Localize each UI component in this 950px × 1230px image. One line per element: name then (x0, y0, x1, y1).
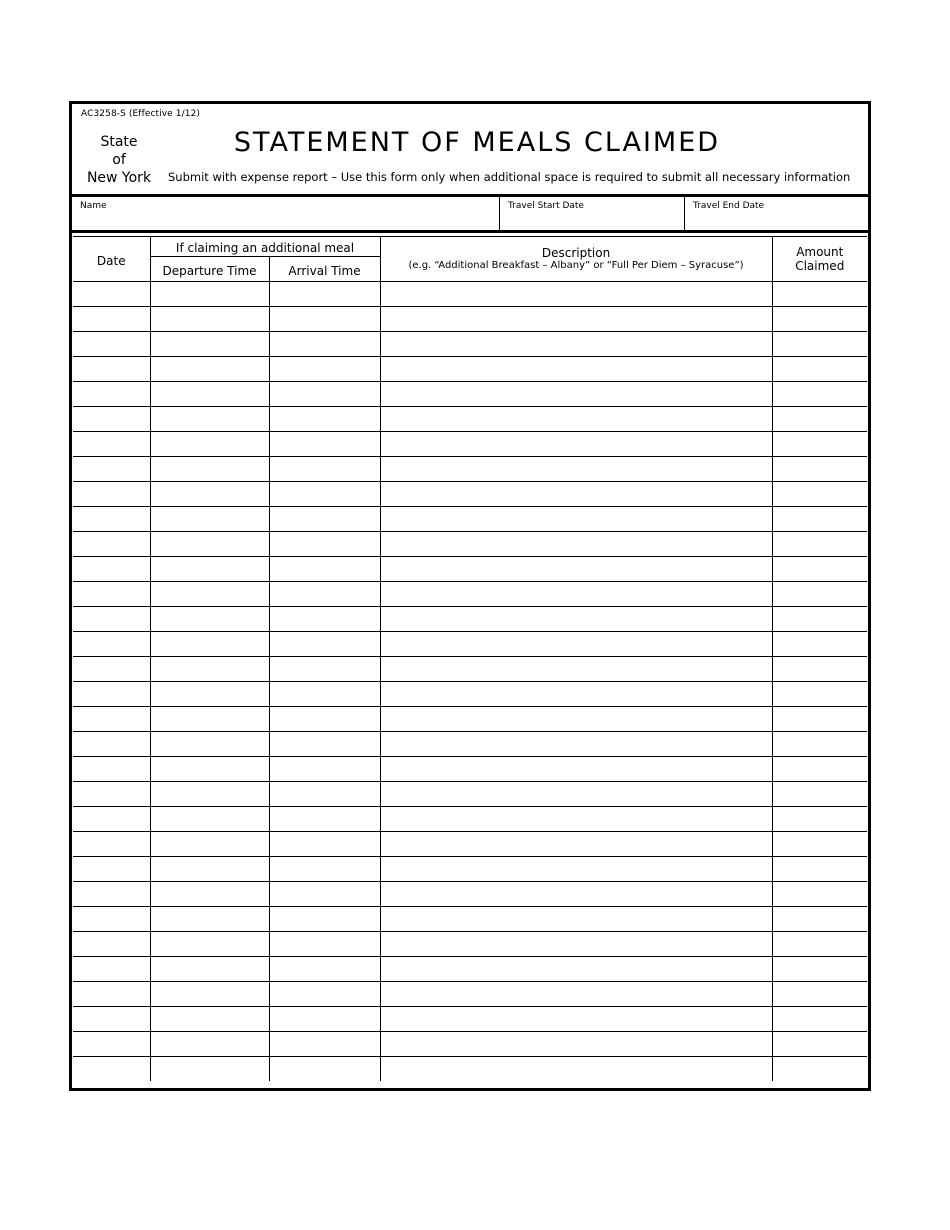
description-cell[interactable] (380, 432, 772, 457)
date-cell[interactable] (73, 757, 150, 782)
divider (72, 230, 868, 233)
description-cell[interactable] (380, 1007, 772, 1032)
amount-claimed-cell[interactable] (772, 857, 867, 882)
departure-time-cell[interactable] (150, 782, 269, 807)
departure-time-cell[interactable] (150, 982, 269, 1007)
description-cell[interactable] (380, 1057, 772, 1082)
table-row (73, 357, 867, 382)
amount-claimed-cell[interactable] (772, 832, 867, 857)
arrival-time-cell[interactable] (269, 707, 380, 732)
departure-time-cell[interactable] (150, 382, 269, 407)
arrival-time-cell[interactable] (269, 457, 380, 482)
departure-time-cell[interactable] (150, 557, 269, 582)
date-cell[interactable] (73, 582, 150, 607)
amount-claimed-cell[interactable] (772, 407, 867, 432)
table-row (73, 682, 867, 707)
departure-time-cell[interactable] (150, 607, 269, 632)
date-cell[interactable] (73, 482, 150, 507)
amount-claimed-cell[interactable] (772, 357, 867, 382)
date-cell[interactable] (73, 957, 150, 982)
departure-time-cell[interactable] (150, 582, 269, 607)
date-cell[interactable] (73, 607, 150, 632)
table-row (73, 882, 867, 907)
date-cell[interactable] (73, 657, 150, 682)
departure-time-cell[interactable] (150, 407, 269, 432)
table-row (73, 382, 867, 407)
state-line: New York (86, 170, 152, 186)
description-cell[interactable] (380, 982, 772, 1007)
table-row (73, 957, 867, 982)
travel-end-date-field[interactable] (684, 197, 868, 230)
departure-time-cell[interactable] (150, 357, 269, 382)
description-cell[interactable] (380, 482, 772, 507)
departure-time-cell[interactable] (150, 907, 269, 932)
description-cell[interactable] (380, 632, 772, 657)
table-row (73, 507, 867, 532)
description-cell[interactable] (380, 932, 772, 957)
amount-claimed-cell[interactable] (772, 732, 867, 757)
amount-claimed-cell[interactable] (772, 932, 867, 957)
meal-rows (73, 282, 867, 1082)
description-cell[interactable] (380, 732, 772, 757)
description-cell[interactable] (380, 507, 772, 532)
date-cell[interactable] (73, 732, 150, 757)
amount-claimed-cell[interactable] (772, 1032, 867, 1057)
table-row (73, 457, 867, 482)
date-cell[interactable] (73, 932, 150, 957)
amount-claimed-cell[interactable] (772, 432, 867, 457)
form-instructions: Submit with expense report – Use this form only when additional space is required to submit all necessary information (168, 170, 851, 184)
amount-claimed-cell[interactable] (772, 482, 867, 507)
description-cell[interactable] (380, 657, 772, 682)
meals-table (73, 236, 867, 1081)
table-row (73, 307, 867, 332)
table-row (73, 1057, 867, 1082)
additional-meal-group-header: If claiming an additional meal (150, 237, 380, 257)
amount-claimed-cell[interactable] (772, 657, 867, 682)
arrival-time-cell[interactable] (269, 857, 380, 882)
amount-claimed-cell[interactable] (772, 332, 867, 357)
table-row (73, 1032, 867, 1057)
name-field[interactable] (72, 197, 499, 230)
date-cell[interactable] (73, 332, 150, 357)
table-row (73, 282, 867, 307)
description-cell[interactable] (380, 407, 772, 432)
departure-time-cell[interactable] (150, 457, 269, 482)
description-cell[interactable] (380, 357, 772, 382)
arrival-time-cell[interactable] (269, 582, 380, 607)
departure-time-cell[interactable] (150, 632, 269, 657)
arrival-time-cell[interactable] (269, 307, 380, 332)
date-cell[interactable] (73, 882, 150, 907)
date-cell[interactable] (73, 557, 150, 582)
date-cell[interactable] (73, 1032, 150, 1057)
date-cell[interactable] (73, 632, 150, 657)
amount-claimed-cell[interactable] (772, 1057, 867, 1082)
arrival-time-cell[interactable] (269, 1032, 380, 1057)
traveler-info-row (72, 197, 868, 230)
name-label: Name (80, 201, 107, 211)
table-row (73, 482, 867, 507)
departure-time-cell[interactable] (150, 332, 269, 357)
arrival-time-cell[interactable] (269, 982, 380, 1007)
table-row (73, 432, 867, 457)
departure-time-cell[interactable] (150, 1007, 269, 1032)
departure-time-cell[interactable] (150, 807, 269, 832)
date-cell[interactable] (73, 532, 150, 557)
amount-claimed-cell[interactable] (772, 457, 867, 482)
description-cell[interactable] (380, 882, 772, 907)
date-cell[interactable] (73, 307, 150, 332)
amount-claimed-cell[interactable] (772, 282, 867, 307)
departure-time-cell[interactable] (150, 482, 269, 507)
amount-claimed-cell[interactable] (772, 1007, 867, 1032)
arrival-time-cell[interactable] (269, 332, 380, 357)
description-cell[interactable] (380, 582, 772, 607)
travel-start-date-label: Travel Start Date (508, 201, 584, 211)
table-row (73, 1007, 867, 1032)
departure-time-cell[interactable] (150, 857, 269, 882)
departure-time-cell[interactable] (150, 507, 269, 532)
departure-time-column-header: Departure Time (150, 257, 269, 282)
description-cell[interactable] (380, 532, 772, 557)
description-column-header: Description (e.g. “Additional Breakfast – Albany” or “Full Per Diem – Syracuse”) (380, 237, 772, 282)
description-cell[interactable] (380, 957, 772, 982)
amount-claimed-cell[interactable] (772, 982, 867, 1007)
state-name (75, 133, 163, 187)
table-row (73, 982, 867, 1007)
departure-time-cell[interactable] (150, 532, 269, 557)
date-cell[interactable] (73, 857, 150, 882)
date-cell[interactable] (73, 907, 150, 932)
arrival-time-cell[interactable] (269, 782, 380, 807)
description-example: (e.g. “Additional Breakfast – Albany” or “Full Per Diem – Syracuse”) (408, 260, 744, 271)
travel-start-date-field[interactable] (499, 197, 684, 230)
table-row (73, 607, 867, 632)
amount-claimed-cell[interactable] (772, 632, 867, 657)
description-cell[interactable] (380, 782, 772, 807)
table-row (73, 907, 867, 932)
amount-claimed-cell[interactable] (772, 557, 867, 582)
amount-claimed-cell[interactable] (772, 582, 867, 607)
departure-time-cell[interactable] (150, 307, 269, 332)
table-row (73, 407, 867, 432)
date-cell[interactable] (73, 782, 150, 807)
arrival-time-cell[interactable] (269, 1007, 380, 1032)
table-row (73, 707, 867, 732)
table-row (73, 632, 867, 657)
arrival-time-cell[interactable] (269, 382, 380, 407)
arrival-time-cell[interactable] (269, 732, 380, 757)
date-cell[interactable] (73, 1057, 150, 1082)
description-cell[interactable] (380, 382, 772, 407)
departure-time-cell[interactable] (150, 282, 269, 307)
departure-time-cell[interactable] (150, 757, 269, 782)
amount-claimed-cell[interactable] (772, 507, 867, 532)
departure-time-cell[interactable] (150, 432, 269, 457)
date-cell[interactable] (73, 432, 150, 457)
table-row (73, 932, 867, 957)
arrival-time-cell[interactable] (269, 807, 380, 832)
departure-time-cell[interactable] (150, 732, 269, 757)
arrival-time-cell[interactable] (269, 282, 380, 307)
date-cell[interactable] (73, 407, 150, 432)
arrival-time-cell[interactable] (269, 882, 380, 907)
amount-claimed-cell[interactable] (772, 682, 867, 707)
table-row (73, 782, 867, 807)
arrival-time-cell[interactable] (269, 932, 380, 957)
date-cell[interactable] (73, 357, 150, 382)
state-line: of (112, 152, 126, 168)
amount-claimed-cell[interactable] (772, 757, 867, 782)
table-row (73, 657, 867, 682)
description-cell[interactable] (380, 682, 772, 707)
description-cell[interactable] (380, 832, 772, 857)
description-cell[interactable] (380, 457, 772, 482)
table-row (73, 532, 867, 557)
description-cell[interactable] (380, 307, 772, 332)
arrival-time-cell[interactable] (269, 432, 380, 457)
form-code: AC3258-S (Effective 1/12) (81, 109, 201, 119)
arrival-time-cell[interactable] (269, 957, 380, 982)
date-cell[interactable] (73, 282, 150, 307)
description-cell[interactable] (380, 557, 772, 582)
description-cell[interactable] (380, 282, 772, 307)
departure-time-cell[interactable] (150, 707, 269, 732)
arrival-time-cell[interactable] (269, 507, 380, 532)
departure-time-cell[interactable] (150, 657, 269, 682)
date-cell[interactable] (73, 507, 150, 532)
arrival-time-cell[interactable] (269, 832, 380, 857)
table-row (73, 832, 867, 857)
description-cell[interactable] (380, 1032, 772, 1057)
arrival-time-cell[interactable] (269, 757, 380, 782)
description-cell[interactable] (380, 907, 772, 932)
table-row (73, 757, 867, 782)
arrival-time-cell[interactable] (269, 682, 380, 707)
amount-claimed-cell[interactable] (772, 707, 867, 732)
amount-claimed-column-header: Amount Claimed (772, 237, 867, 282)
arrival-time-cell[interactable] (269, 357, 380, 382)
table-row (73, 332, 867, 357)
departure-time-cell[interactable] (150, 1032, 269, 1057)
amount-claimed-cell[interactable] (772, 882, 867, 907)
departure-time-cell[interactable] (150, 682, 269, 707)
arrival-time-cell[interactable] (269, 632, 380, 657)
arrival-time-cell[interactable] (269, 557, 380, 582)
date-column-header: Date (73, 237, 150, 282)
amount-claimed-cell[interactable] (772, 307, 867, 332)
date-cell[interactable] (73, 1007, 150, 1032)
arrival-time-cell[interactable] (269, 1057, 380, 1082)
arrival-time-cell[interactable] (269, 532, 380, 557)
table-row (73, 857, 867, 882)
arrival-time-cell[interactable] (269, 907, 380, 932)
departure-time-cell[interactable] (150, 832, 269, 857)
departure-time-cell[interactable] (150, 957, 269, 982)
arrival-time-column-header: Arrival Time (269, 257, 380, 282)
departure-time-cell[interactable] (150, 1057, 269, 1082)
description-cell[interactable] (380, 807, 772, 832)
table-row (73, 807, 867, 832)
departure-time-cell[interactable] (150, 932, 269, 957)
date-cell[interactable] (73, 707, 150, 732)
amount-claimed-cell[interactable] (772, 782, 867, 807)
date-cell[interactable] (73, 982, 150, 1007)
table-row (73, 582, 867, 607)
description-cell[interactable] (380, 857, 772, 882)
description-cell[interactable] (380, 707, 772, 732)
travel-end-date-label: Travel End Date (693, 201, 765, 211)
departure-time-cell[interactable] (150, 882, 269, 907)
description-cell[interactable] (380, 757, 772, 782)
date-cell[interactable] (73, 457, 150, 482)
date-cell[interactable] (73, 807, 150, 832)
date-cell[interactable] (73, 682, 150, 707)
amount-claimed-cell[interactable] (772, 957, 867, 982)
amount-claimed-cell[interactable] (772, 907, 867, 932)
amount-claimed-cell[interactable] (772, 532, 867, 557)
date-cell[interactable] (73, 832, 150, 857)
table-row (73, 732, 867, 757)
description-cell[interactable] (380, 332, 772, 357)
amount-claimed-cell[interactable] (772, 607, 867, 632)
arrival-time-cell[interactable] (269, 657, 380, 682)
amount-claimed-cell[interactable] (772, 382, 867, 407)
table-row (73, 557, 867, 582)
date-cell[interactable] (73, 382, 150, 407)
state-line: State (100, 134, 138, 150)
form-title: STATEMENT OF MEALS CLAIMED (233, 127, 721, 158)
meals-claim-form (69, 101, 871, 1091)
description-cell[interactable] (380, 607, 772, 632)
arrival-time-cell[interactable] (269, 482, 380, 507)
arrival-time-cell[interactable] (269, 407, 380, 432)
amount-claimed-cell[interactable] (772, 807, 867, 832)
arrival-time-cell[interactable] (269, 607, 380, 632)
